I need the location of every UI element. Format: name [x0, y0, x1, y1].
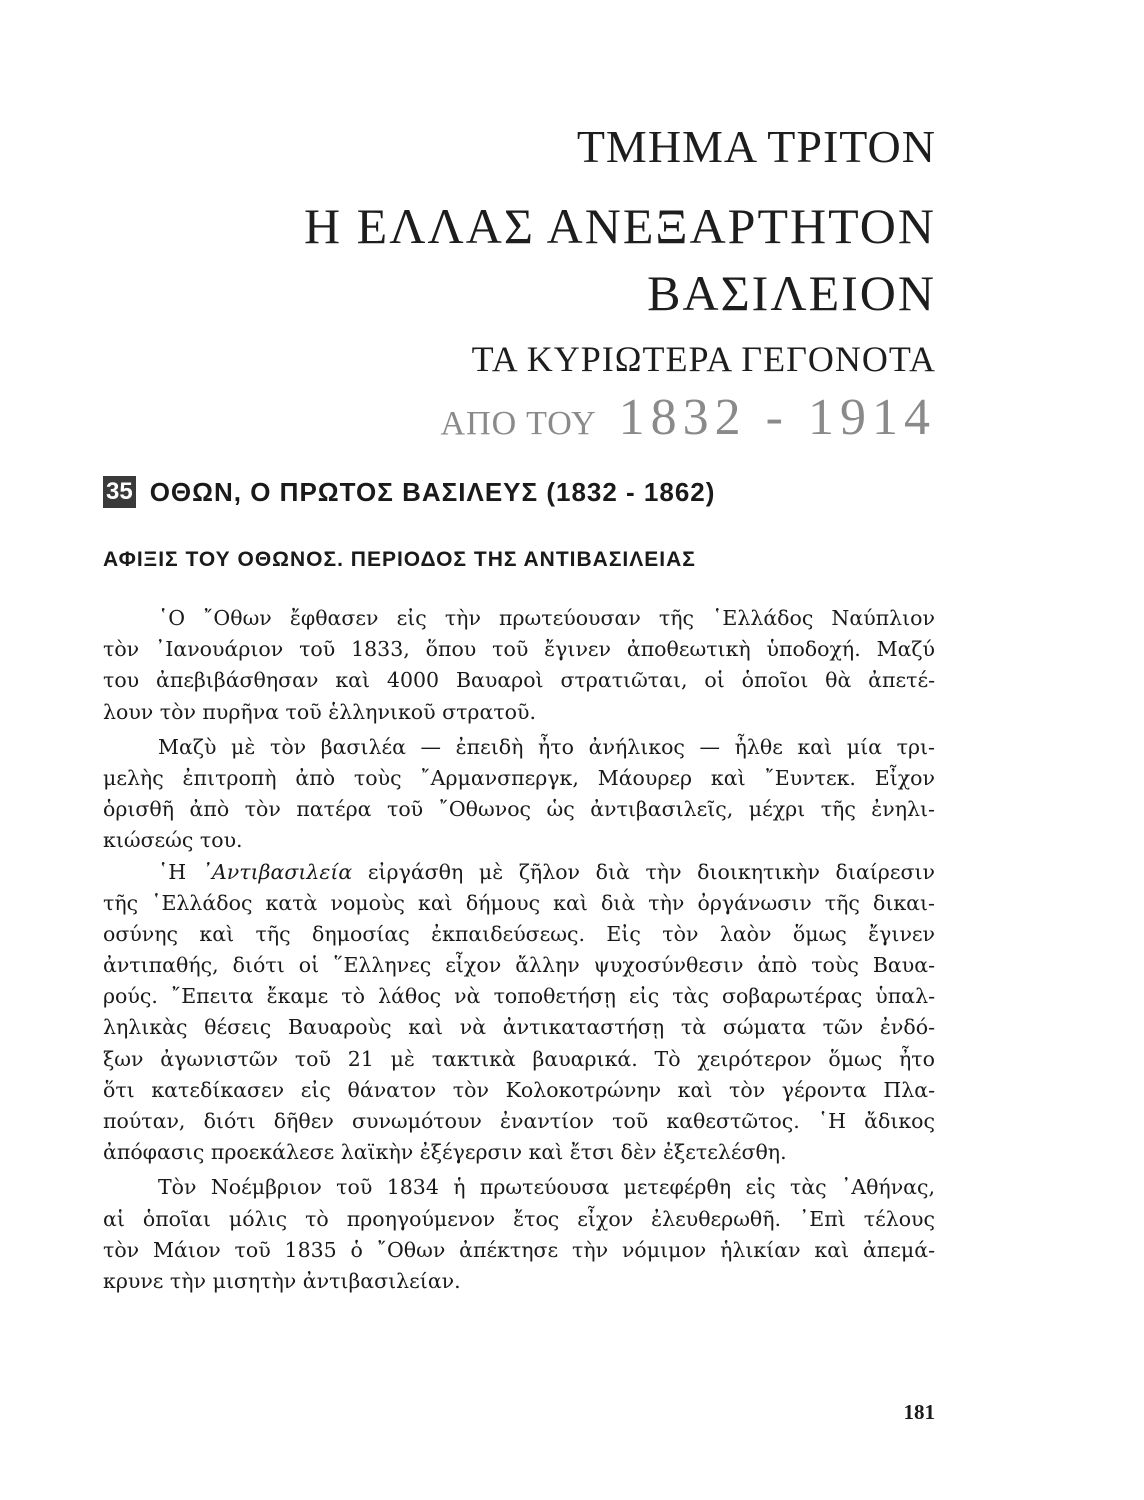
dates-range: 1832 - 1914: [618, 389, 936, 446]
text-line: λουν τὸν πυρῆνα τοῦ ἑλληνικοῦ στρατοῦ.: [103, 699, 536, 724]
text-line: πούταν, διότι δῆθεν συνωμότουν ἐναντίον τοῦ καθεστῶτος. ῾Η ἄδικος: [103, 1109, 935, 1133]
text-line: ρούς. ῎Επειτα ἔκαμε τὸ λάθος νὰ τοποθετήσῃ εἰς τὰς σοβαρωτέρας ὑπαλ-: [103, 984, 935, 1009]
chapter-title: ΟΘΩΝ, Ο ΠΡΩΤΟΣ ΒΑΣΙΛΕΥΣ (1832 - 1862): [149, 476, 716, 507]
text-line: [103, 857, 935, 888]
text-line: αἱ ὁποῖαι μόλις τὸ προηγούμενον ἔτος εἶχον ἐλευθερωθῆ. ᾿Επὶ τέλους: [103, 1206, 935, 1231]
text-line: ὁρισθῆ ἀπὸ τὸν πατέρα τοῦ ῎Οθωνος ὡς ἀντιβασιλεῖς, μέχρι τῆς ἐνηλι-: [103, 797, 935, 822]
body-text: [103, 603, 935, 1297]
text-line: ὅτι κατεδίκασεν εἰς θάνατον τὸν Κολοκοτρώνην καὶ τὸν γέροντα Πλα-: [103, 1077, 935, 1102]
text-line: τῆς ῾Ελλάδος κατὰ νομοὺς καὶ δήμους καὶ διὰ τὴν ὀργάνωσιν τῆς δικαι-: [103, 890, 935, 915]
dates-prefix: ΑΠΟ ΤΟΥ: [440, 405, 597, 442]
section-heading: ΑΦΙΞΙΣ ΤΟΥ ΟΘΩΝΟΣ. ΠΕΡΙΟΔΟΣ ΤΗΣ ΑΝΤΙΒΑΣΙΛΕΙΑΣ: [103, 548, 696, 571]
paragraph-start: ῾Η: [158, 859, 187, 884]
italic-term: ᾿Αντιβασιλεία: [201, 859, 353, 884]
text-line: τὸν Μάιον τοῦ 1835 ὁ ῎Οθων ἀπέκτησε τὴν νόμιμον ἡλικίαν καὶ ἀπεμά-: [103, 1237, 935, 1262]
text-line: κιώσεώς του.: [103, 828, 243, 853]
text-line: ῾Ο ῎Οθων ἔφθασεν εἰς τὴν πρωτεύουσαν τῆς ῾Ελλάδος Ναύπλιον: [158, 606, 935, 630]
chapter-number-badge: 35: [103, 476, 136, 508]
text-line: Μαζὺ μὲ τὸν βασιλέα — ἐπειδὴ ἦτο ἀνήλικος — ἦλθε καὶ μία τρι-: [158, 734, 935, 759]
text-line: κρυνε τὴν μισητὴν ἀντιβασιλείαν.: [103, 1268, 461, 1293]
text-line: τὸν ᾿Ιανουάριον τοῦ 1833, ὅπου τοῦ ἔγινεν ἀποθεωτικὴ ὑποδοχή. Μαζύ: [103, 637, 935, 662]
part-title: ΤΜΗΜΑ ΤΡΙΤΟΝ: [576, 121, 936, 172]
text-line: Τὸν Νοέμβριον τοῦ 1834 ἡ πρωτεύουσα μετεφέρθη εἰς τὰς ᾿Αθήνας,: [158, 1175, 935, 1200]
text-line: ληλικὰς θέσεις Βαυαροὺς καὶ νὰ ἀντικαταστήσῃ τὰ σώματα τῶν ἐνδό-: [103, 1015, 935, 1040]
text-line: οσύνης καὶ τῆς δημοσίας ἐκπαιδεύσεως. Εἰς τὸν λαὸν ὅμως ἔγινεν: [103, 921, 935, 946]
text-line: του ἀπεβιβάσθησαν καὶ 4000 Βαυαροὶ στρατιῶται, οἱ ὁποῖοι θὰ ἀπετέ-: [103, 668, 935, 693]
subtitle: ΤΑ ΚΥΡΙΩΤΕΡΑ ΓΕΓΟΝΟΤΑ: [471, 339, 936, 379]
text-line: μελὴς ἐπιτροπὴ ἀπὸ τοὺς ῎Αρμανσπεργκ, Μάουρερ καὶ ῎Ευντεκ. Εἶχον: [103, 765, 935, 790]
page-number: 181: [903, 1400, 935, 1424]
text-line: ἀπόφασις προεκάλεσε λαϊκὴν ἐξέγερσιν καὶ ἔτσι δὲν ἐξετελέσθη.: [103, 1140, 787, 1165]
main-title-line-2: ΒΑΣΙΛΕΙΟΝ: [647, 265, 936, 321]
chapter-heading: [103, 476, 715, 508]
text-line: ξων ἀγωνιστῶν τοῦ 21 μὲ τακτικὰ βαυαρικά. Τὸ χειρότερον ὅμως ἦτο: [103, 1046, 935, 1071]
dates-line: [441, 388, 936, 447]
text-line: ἀντιπαθής, διότι οἱ ῞Ελληνες εἶχον ἄλλην ψυχοσύνθεσιν ἀπὸ τοὺς Βαυα-: [103, 953, 935, 978]
text-span: εἰργάσθη μὲ ζῆλον διὰ τὴν διοικητικὴν διαίρεσιν: [367, 859, 935, 884]
main-title-line-1: Η ΕΛΛΑΣ ΑΝΕΞΑΡΤΗΤΟΝ: [304, 198, 936, 254]
